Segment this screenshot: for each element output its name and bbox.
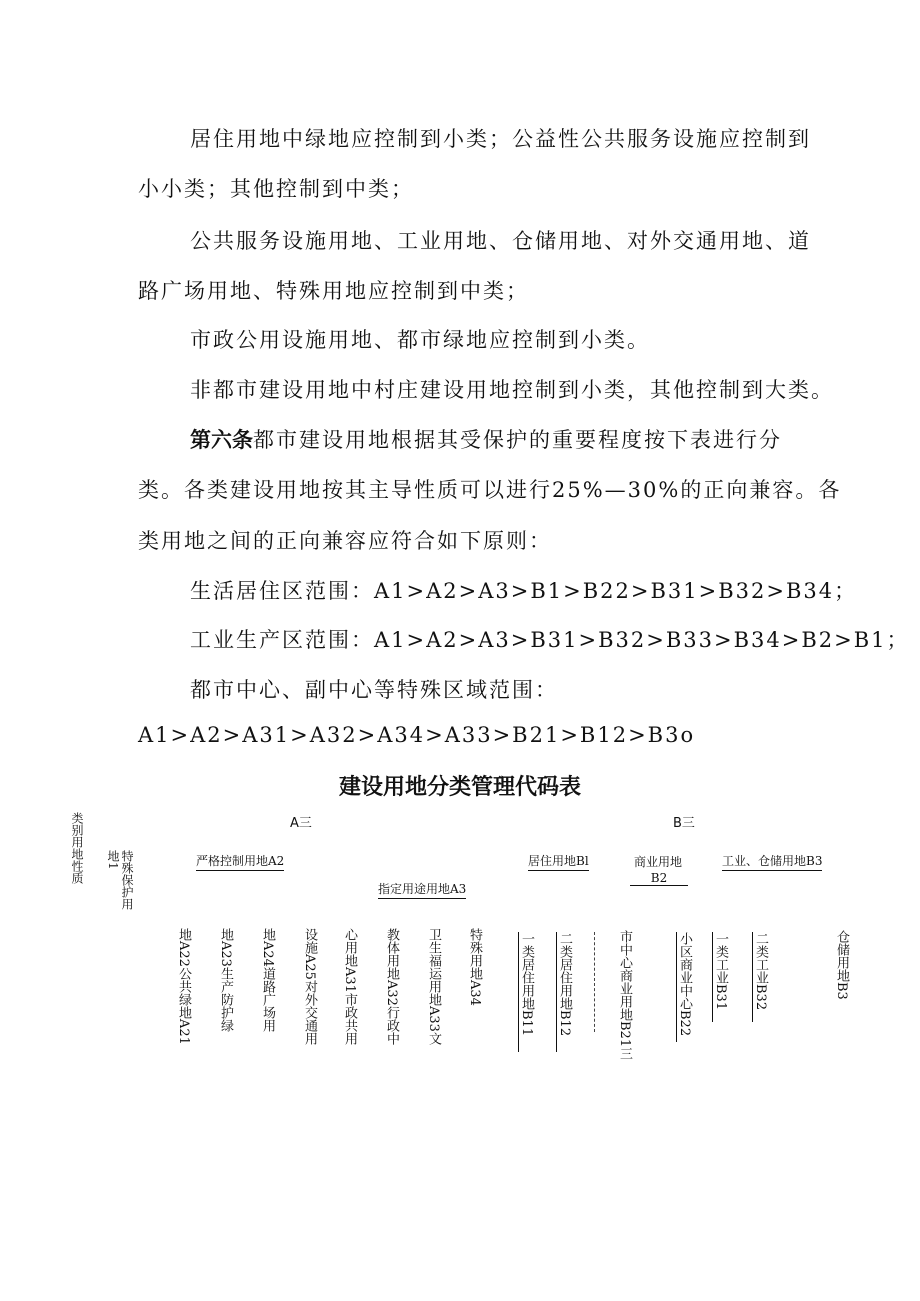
table-title: 建设用地分类管理代码表 (338, 775, 581, 800)
paragraph-line: 都市中心、副中心等特殊区域范围： (190, 678, 558, 702)
paragraph-line: 非都市建设用地中村庄建设用地控制到小类，其他控制到大类。 (190, 378, 834, 402)
group-a-label: A三 (290, 816, 312, 831)
paragraph-line: 类用地之间的正向兼容应符合如下原则： (138, 529, 552, 553)
paragraph-line: 工业生产区范围：A1>A2>A3>B31>B32>B33>B34>B2>B1； (190, 628, 910, 652)
paragraph-line: 小小类；其他控制到中类； (138, 177, 414, 201)
group-a1-label: 特殊保护用地1 (106, 850, 134, 910)
column-label: 卫生福运用地A33文 (426, 928, 441, 1045)
column-label: 设施A25对外交通用 (302, 928, 317, 1045)
group-b1-label: 居住用地Bl (528, 852, 589, 871)
article-line (190, 424, 782, 454)
column-label: 地A23生产防护绿 (218, 928, 233, 1032)
paragraph-line: 公共服务设施用地、工业用地、仓储用地、对外交通用地、道 (190, 229, 811, 253)
group-a2-label: 严格控制用地A2 (196, 852, 284, 871)
group-a3-label: 指定用途用地A3 (378, 880, 466, 899)
paragraph-line: 市政公用设施用地、都市绿地应控制到小类。 (190, 328, 650, 352)
column-label: 特殊用地A34 (467, 928, 482, 1006)
paragraph-line: A1>A2>A31>A32>A34>A33>B21>B12>B3o (138, 723, 696, 747)
column-label: 一类居住用地B11 (518, 932, 533, 1052)
paragraph-line: 生活居住区范围：A1>A2>A3>B1>B22>B31>B32>B34； (190, 579, 858, 603)
column-label: 地A22公共绿地A21 (176, 928, 191, 1045)
paragraph-line: 路广场用地、特殊用地应控制到中类； (138, 279, 529, 303)
group-b2-label: 商业用地 (634, 855, 683, 869)
column-label: 二类居住用地B12 (556, 932, 571, 1052)
column-label: 小区商业中心B22 (676, 932, 691, 1042)
column-divider (594, 932, 595, 1032)
column-label: 地A24道路广场用 (260, 928, 275, 1032)
column-label: 市中心商业用地B21三 (617, 930, 632, 1061)
column-label: 一类工业B31 (712, 932, 727, 1022)
article-text: 都市建设用地根据其受保护的重要程度按下表进行分 (253, 428, 782, 452)
column-label: 教体用地A32行政中 (384, 928, 399, 1045)
group-b2-code: B2 (630, 871, 688, 886)
column-label: 仓储用地B3 (834, 930, 849, 1000)
column-label: 心用地A31市政共用 (342, 928, 357, 1045)
row-header: 类别用地性质 (70, 812, 84, 884)
article-label: 第六条 (190, 427, 253, 452)
paragraph-line: 居住用地中绿地应控制到小类；公益性公共服务设施应控制到 (190, 127, 811, 151)
column-label: 二类工业B32 (752, 932, 767, 1022)
group-b3-label: 工业、仓储用地B3 (722, 852, 822, 871)
group-b-label: B三 (673, 816, 695, 831)
paragraph-line: 类。各类建设用地按其主导性质可以进行25%—30%的正向兼容。各 (138, 478, 842, 502)
